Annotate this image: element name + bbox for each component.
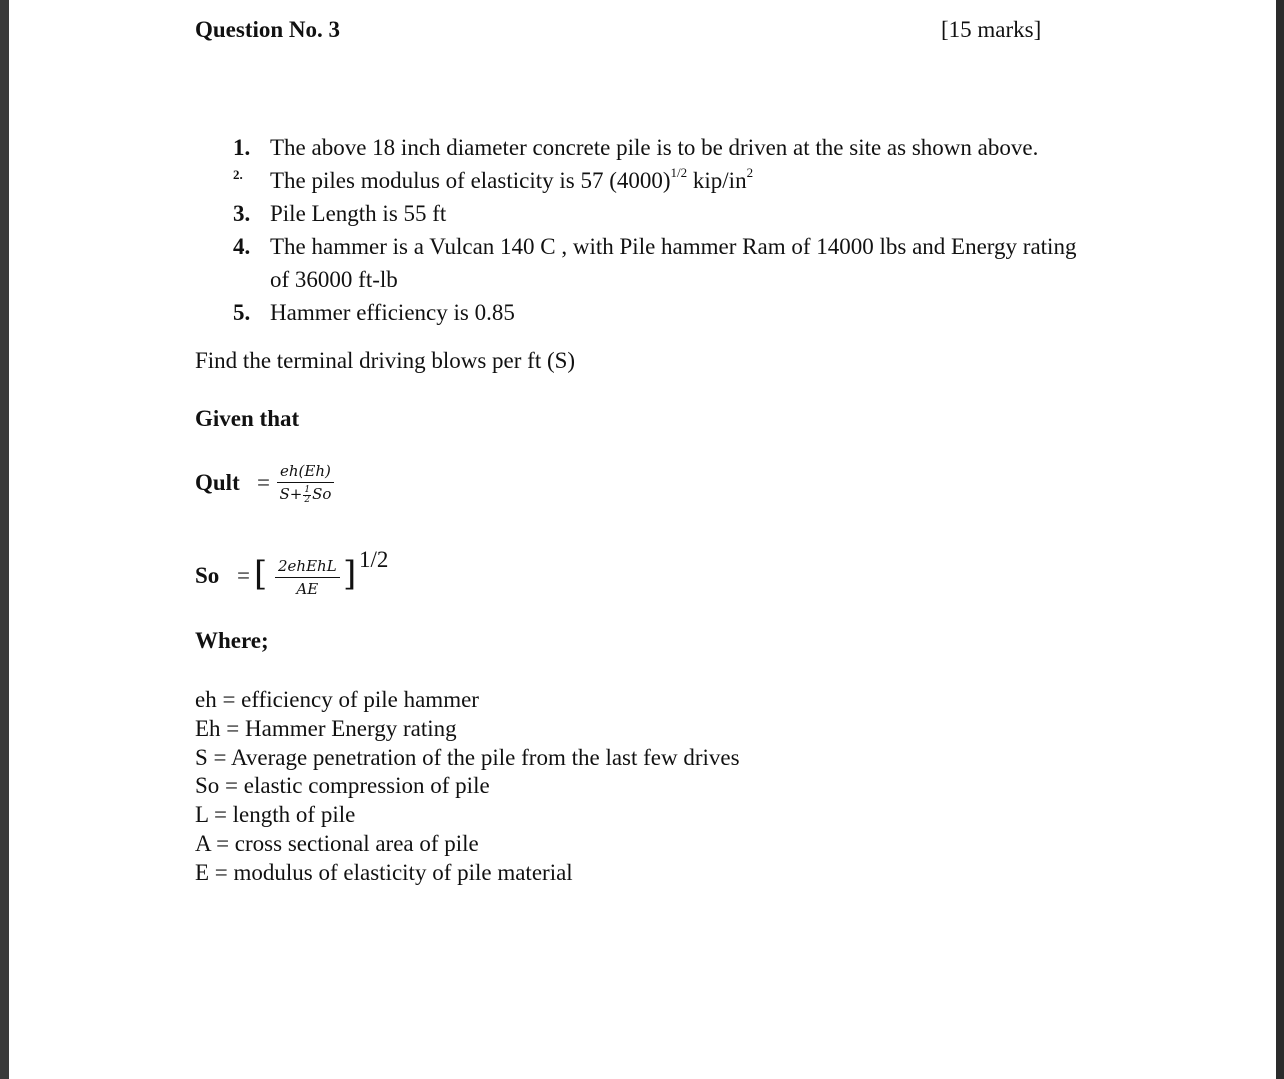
half-denominator: 2 — [304, 494, 311, 505]
so-equals: = — [237, 563, 250, 588]
list-item — [233, 131, 1113, 164]
so-bracket-open: [ — [254, 554, 268, 594]
modulus-exponent: 1/2 — [670, 165, 688, 181]
list-item — [233, 296, 1113, 329]
definition-item: eh = efficiency of pile hammer — [195, 687, 479, 712]
document-page — [9, 0, 1276, 1079]
qult-numerator: eh(Eh) — [277, 462, 334, 483]
list-item-number: 3. — [233, 201, 251, 226]
question-title: Question No. 3 — [195, 17, 341, 42]
find-instruction: Find the terminal driving blows per ft (S) — [195, 348, 576, 373]
list-item-text — [270, 164, 1113, 197]
half-fraction — [303, 486, 311, 505]
list-item-text: Hammer efficiency is 0.85 — [270, 300, 515, 325]
qult-equals: = — [257, 470, 270, 495]
definitions-list — [195, 686, 740, 888]
so-numerator: 2ehEhL — [275, 557, 340, 578]
definition-item: So = elastic compression of pile — [195, 773, 490, 799]
list-item-number: 4. — [233, 234, 251, 259]
qult-fraction — [277, 462, 334, 505]
list-item — [233, 230, 1113, 296]
list-item — [233, 197, 1113, 230]
so-bracket-close: ] — [343, 554, 357, 594]
definition-item: S = Average penetration of the pile from the last few drives — [195, 744, 740, 770]
definition-item: Eh = Hammer Energy rating — [195, 715, 457, 741]
half-numerator: 1 — [304, 484, 311, 495]
list-item-text: Pile Length is 55 ft — [270, 201, 447, 226]
definition-item: A = cross sectional area of pile — [195, 830, 479, 856]
list-item-number: 1. — [233, 135, 251, 160]
list-item-number: 2. — [233, 167, 243, 182]
list-item-text: The hammer is a Vulcan 140 C , with Pile hammer Ram of 14000 lbs and Energy rating of 36000 ft-lb — [270, 234, 1077, 292]
where-heading: Where; — [195, 628, 269, 653]
numbered-list — [233, 131, 1113, 329]
modulus-unit: kip/in — [687, 168, 747, 193]
so-label: So — [195, 563, 220, 588]
list-item — [233, 164, 1113, 197]
window-left-edge — [0, 0, 9, 1079]
window-right-edge — [1276, 0, 1284, 1079]
list-item-text: The above 18 inch diameter concrete pile is to be driven at the site as shown above. — [270, 135, 1039, 160]
list-item-number: 5. — [233, 300, 251, 325]
unit-exponent: 2 — [746, 165, 754, 181]
so-exponent: 1/2 — [359, 547, 389, 572]
modulus-text: The piles modulus of elasticity is 57 (4000) — [270, 168, 671, 193]
qult-label: Qult — [195, 470, 240, 495]
definition-item: L = length of pile — [195, 802, 356, 828]
qult-denominator — [277, 483, 334, 505]
given-heading: Given that — [195, 406, 300, 431]
so-fraction — [275, 557, 340, 598]
qult-den-suffix: So — [312, 485, 332, 503]
definition-item: E = modulus of elasticity of pile material — [195, 859, 573, 885]
so-denominator: AE — [296, 580, 319, 598]
marks-label: [15 marks] — [941, 17, 1042, 42]
qult-den-prefix: S+ — [279, 485, 303, 503]
